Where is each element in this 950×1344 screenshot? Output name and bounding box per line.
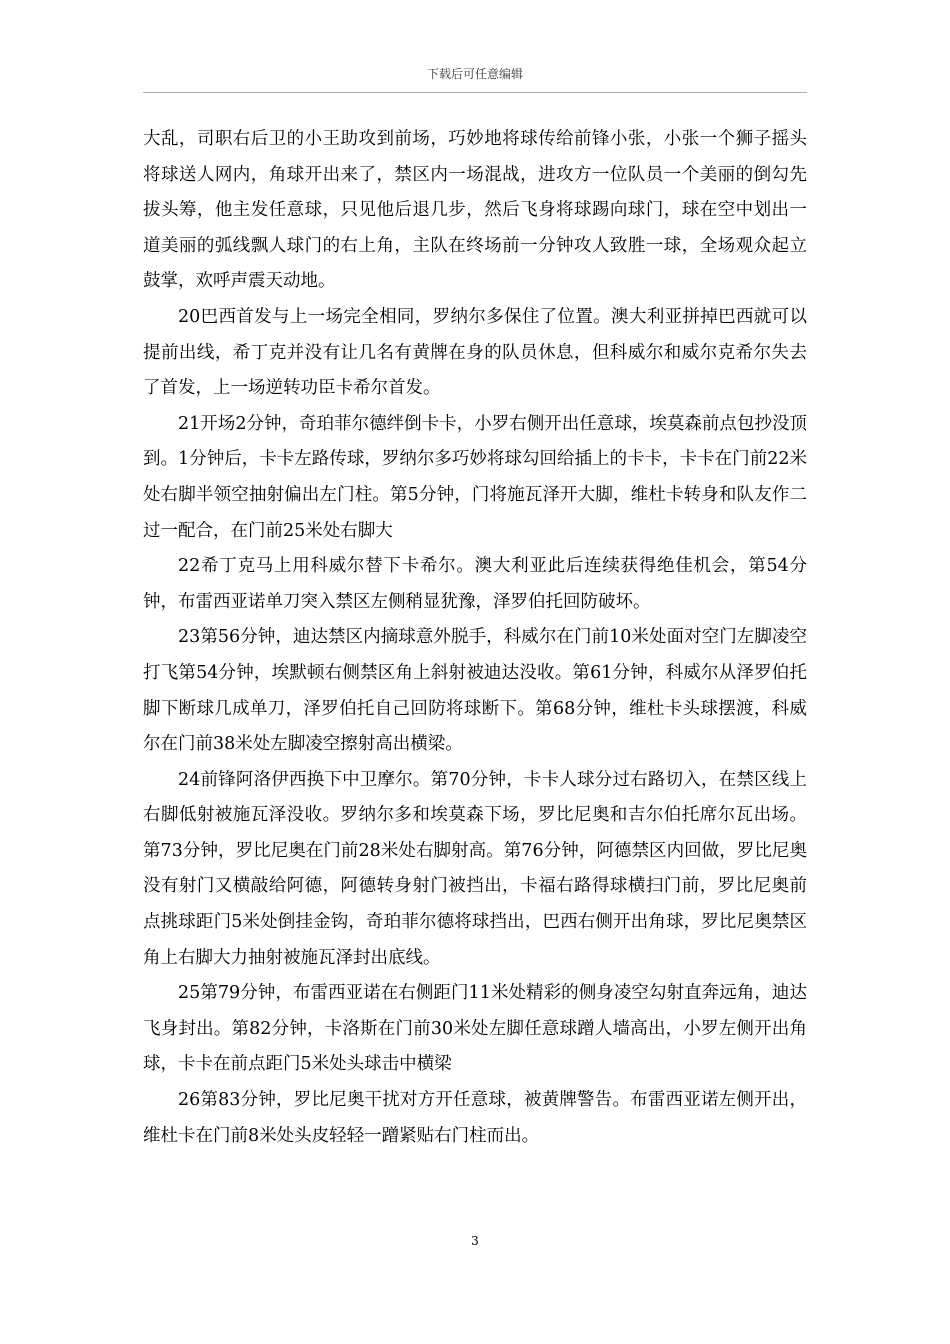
paragraph-22: 22希丁克马上用科威尔替下卡希尔。澳大利亚此后连续获得绝佳机会，第54分钟，布雷西亚诺单刀突入禁区左侧稍显犹豫，泽罗伯托回防破坏。 [143, 556, 807, 612]
page-header: 下载后可任意编辑 [426, 67, 523, 81]
paragraph-23: 23第56分钟，迪达禁区内摘球意外脱手，科威尔在门前10米处面对空门左脚凌空打飞第54分钟，埃默顿右侧禁区角上斜射被迪达没收。第61分钟，科威尔从泽罗伯托脚下断球几成单刀，泽罗伯托自己回防将球断下。第68分钟，维杜卡头球摆渡，科威尔在门前38米处左脚凌空擦射高出横梁。 [143, 627, 807, 755]
header-divider [143, 92, 807, 93]
paragraph-continuation: 大乱，司职右后卫的小王助攻到前场，巧妙地将球传给前锋小张，小张一个狮子摇头将球送人网内，角球开出来了，禁区内一场混战，进攻方一位队员一个美丽的倒勾先拔头筹，他主发任意球，只见他后退几步，然后飞身将球踢向球门，球在空中划出一道美丽的弧线飘人球门的右上角，主队在终场前一分钟攻人致胜一球，全场观众起立鼓掌，欢呼声震天动地。 [143, 129, 807, 292]
paragraph-21: 21开场2分钟，奇珀菲尔德绊倒卡卡，小罗右侧开出任意球，埃莫森前点包抄没顶到。1分钟后，卡卡左路传球，罗纳尔多巧妙将球勾回给插上的卡卡，卡卡在门前22米处右脚半领空抽射偏出左门柱。第5分钟，门将施瓦泽开大脚，维杜卡转身和队友作二过一配合，在门前25米处右脚大 [143, 413, 807, 541]
paragraph-26: 26第83分钟，罗比尼奥干扰对方开任意球，被黄牌警告。布雷西亚诺左侧开出，维杜卡在门前8米处头皮轻轻一蹭紧贴右门柱而出。 [143, 1090, 807, 1146]
paragraph-24: 24前锋阿洛伊西换下中卫摩尔。第70分钟，卡卡人球分过右路切入，在禁区线上右脚低射被施瓦泽没收。罗纳尔多和埃莫森下场，罗比尼奥和吉尔伯托席尔瓦出场。第73分钟，罗比尼奥在门前28米处右脚射高。第76分钟，阿德禁区内回做，罗比尼奥没有射门又横敲给阿德，阿德转身射门被挡出，卡福右路得球横扫门前，罗比尼奥前点挑球距门5米处倒挂金钩，奇珀菲尔德将球挡出，巴西右侧开出角球，罗比尼奥禁区角上右脚大力抽射被施瓦泽封出底线。 [143, 769, 807, 968]
document-body [143, 122, 807, 1154]
page-number: 3 [471, 1234, 479, 1248]
paragraph-25: 25第79分钟，布雷西亚诺在右侧距门11米处精彩的侧身凌空勾射直奔远角，迪达飞身封出。第82分钟，卡洛斯在门前30米处左脚任意球蹭人墙高出，小罗左侧开出角球，卡卡在前点距门5米处头球击中横梁 [143, 983, 807, 1075]
paragraph-20: 20巴西首发与上一场完全相同，罗纳尔多保住了位置。澳大利亚拼掉巴西就可以提前出线，希丁克并没有让几名有黄牌在身的队员休息，但科威尔和威尔克希尔失去了首发，上一场逆转功臣卡希尔首发。 [143, 306, 807, 399]
